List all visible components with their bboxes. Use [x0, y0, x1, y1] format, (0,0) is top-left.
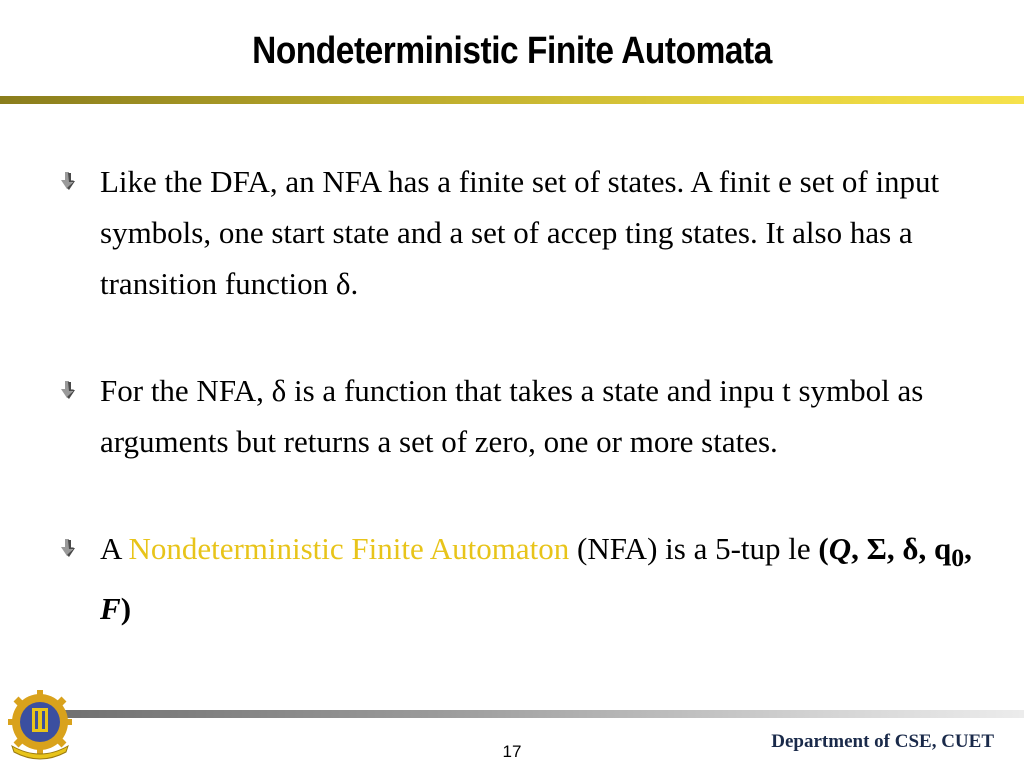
down-right-arrow-icon [60, 537, 76, 559]
bullet-text: For the NFA, δ is a function that takes a state and inpu t symbol as arguments but returns a set of zero, one or more states. [100, 373, 924, 459]
title-underline-bar [0, 96, 1024, 104]
tuple-close-paren: ) [120, 591, 132, 627]
tuple-subscript: 0 [951, 543, 965, 573]
tuple-final-states-symbol: F [100, 591, 121, 627]
bullet-list [60, 156, 990, 690]
tuple-separator: , [964, 531, 972, 566]
down-right-arrow-icon [60, 170, 76, 192]
bullet-prefix: A [100, 531, 129, 566]
tuple-middle: , Σ, δ, q [851, 531, 952, 566]
bullet-item [60, 156, 990, 309]
bullet-item [60, 523, 990, 634]
cuet-crest-logo-icon [6, 690, 74, 760]
bullet-item [60, 365, 990, 467]
bullet-suffix: (NFA) is a 5-tup le [569, 531, 819, 566]
nfa-highlight-term: Nondeterministic Finite Automaton [128, 531, 570, 566]
down-right-arrow-icon [60, 379, 76, 401]
page-number: 17 [502, 742, 522, 761]
footer-bar [40, 710, 1024, 718]
department-label: Department of CSE, CUET [771, 731, 994, 752]
tuple-open-paren: ( [818, 531, 829, 566]
tuple-states-symbol: Q [828, 531, 852, 566]
slide-title: Nondeterministic Finite Automata [252, 30, 772, 72]
bullet-text: Like the DFA, an NFA has a finite set of states. A finit e set of input symbols, one start state and a set of accep ting states. It also has a transition function δ. [100, 164, 940, 301]
